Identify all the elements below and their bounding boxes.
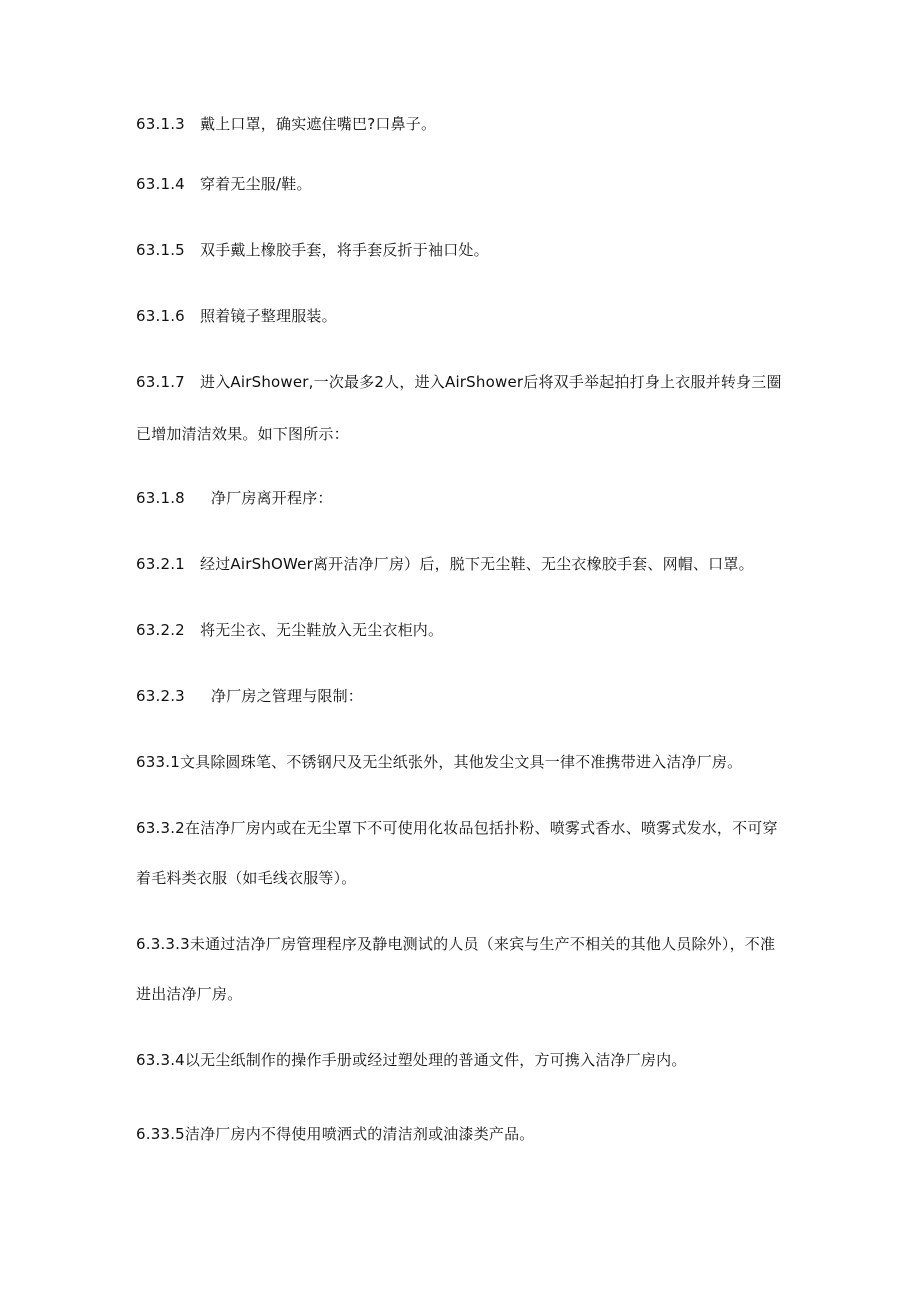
paragraph-63-2-3 [136,686,796,706]
paragraph-633-1 [136,752,796,772]
paragraph-text: 将无尘衣、无尘鞋放入无尘衣柜内。 [200,621,444,639]
paragraph-text: 戴上口罩，确实遮住嘴巴?口鼻子。 [200,115,437,133]
paragraph-number: 63.2.2 [136,621,185,639]
paragraph-text: 穿着无尘服/鞋。 [200,175,312,193]
paragraph-number: 63.1.7 [136,373,185,391]
paragraph-number: 63.1.8 [136,489,185,507]
paragraph-text: 双手戴上橡胶手套，将手套反折于袖口处。 [200,241,489,259]
paragraph-continuation [136,424,796,444]
paragraph-continuation [136,868,796,888]
paragraph-text: 进入AirShower,一次最多2人，进入AirShower后将双手举起拍打身上衣服并转身三圈 [200,373,782,391]
paragraph-text: 63.3.4以无尘纸制作的操作手册或经过塑处理的普通文件，方可携入洁净厂房内。 [136,1051,687,1069]
paragraph-text: 6.3.3.3未通过洁净厂房管理程序及静电测试的人员（来宾与生产不相关的其他人员除外），不准 [136,935,776,953]
paragraph-text: 已增加清洁效果。如下图所示： [136,425,349,443]
paragraph-63-1-7 [136,372,796,392]
paragraph-number: 63.1.6 [136,307,185,325]
paragraph-text: 净厂房离开程序： [211,489,333,507]
paragraph-6-33-5 [136,1124,796,1144]
paragraph-text: 6.33.5洁净厂房内不得使用喷洒式的清洁剂或油漆类产品。 [136,1125,535,1143]
paragraph-63-3-4 [136,1050,796,1070]
paragraph-text: 着毛料类衣服（如毛线衣服等）。 [136,869,357,887]
paragraph-63-2-1 [136,554,796,574]
paragraph-text: 63.3.2在洁净厂房内或在无尘罩下不可使用化妆品包括扑粉、喷雾式香水、喷雾式发水，不可穿 [136,819,778,837]
paragraph-63-1-6 [136,306,796,326]
paragraph-number: 63.2.3 [136,687,185,705]
paragraph-text: 照着镜子整理服装。 [200,307,337,325]
paragraph-text: 进出洁净厂房。 [136,985,243,1003]
paragraph-63-1-4 [136,174,796,194]
paragraph-6-3-3-3 [136,934,796,954]
paragraph-63-3-2 [136,818,796,838]
paragraph-63-1-8 [136,488,796,508]
paragraph-number: 63.1.4 [136,175,185,193]
paragraph-number: 63.1.3 [136,115,185,133]
paragraph-text: 净厂房之管理与限制： [211,687,364,705]
paragraph-text: 经过AirShOWer离开洁净厂房）后，脱下无尘鞋、无尘衣橡胶手套、网帽、口罩。 [200,555,754,573]
paragraph-63-1-5 [136,240,796,260]
paragraph-text: 633.1文具除圆珠笔、不锈钢尺及无尘纸张外，其他发尘文具一律不准携带进入洁净厂房。 [136,753,743,771]
paragraph-continuation [136,984,796,1004]
paragraph-63-1-3 [136,114,796,134]
paragraph-number: 63.2.1 [136,555,185,573]
paragraph-63-2-2 [136,620,796,640]
paragraph-number: 63.1.5 [136,241,185,259]
